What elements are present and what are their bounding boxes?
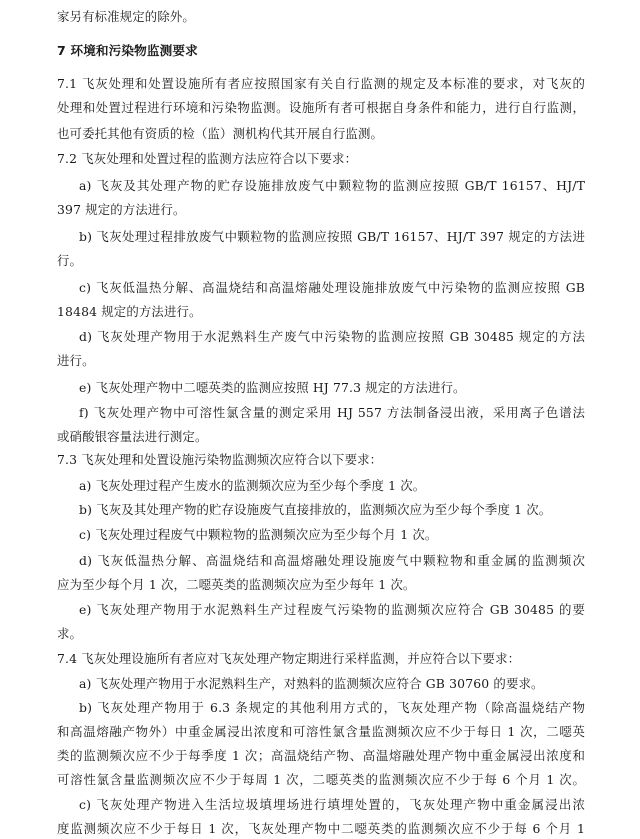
item-7-3-b-line-1: b) 飞灰及其处理产物的贮存设施废气直接排放的，监测频次应为至少每个季度 1 次。 (79, 502, 552, 517)
item-7-2-b-line-1: b) 飞灰处理过程排放废气中颗粒物的监测应按照 GB/T 16157、HJ/T 397 规定的方法进 (79, 229, 585, 244)
paragraph-7-1-line-3: 也可委托其他有资质的检（监）测机构代其开展自行监测。 (57, 126, 384, 141)
item-7-2-f-line-1: f) 飞灰处理产物中可溶性氯含量的测定采用 HJ 557 方法制备浸出液，采用离子色谱法 (79, 405, 585, 420)
item-7-4-b-line-3: 类的监测频次应不少于每季度 1 次；高温烧结产物、高温熔融处理产物中重金属浸出浓度和 (57, 748, 585, 763)
item-7-3-c-line-1: c) 飞灰处理过程废气中颗粒物的监测频次应为至少每个月 1 次。 (79, 527, 438, 542)
item-7-2-e-line-1: e) 飞灰处理产物中二噁英类的监测应按照 HJ 77.3 规定的方法进行。 (79, 380, 466, 395)
item-7-4-b-line-2: 和高温熔融产物外）中重金属浸出浓度和可溶性氯含量监测频次应不少于每日 1 次，二噁英 (57, 724, 585, 739)
item-7-2-b-line-2: 行。 (57, 253, 83, 268)
item-7-4-a-line-1: a) 飞灰处理产物用于水泥熟料生产，对熟料的监测频次应符合 GB 30760 的要求。 (79, 676, 544, 691)
item-7-3-e-line-1: e) 飞灰处理产物用于水泥熟料生产过程废气污染物的监测频次应符合 GB 30485 的要 (79, 602, 585, 617)
item-7-4-b-line-4: 可溶性氯含量监测频次应不少于每周 1 次，二噁英类的监测频次应不少于每 6 个月 1 次。 (57, 772, 585, 787)
item-7-2-c-line-2: 18484 规定的方法进行。 (57, 304, 202, 319)
item-7-3-d-line-1: d) 飞灰低温热分解、高温烧结和高温熔融处理设施废气中颗粒物和重金属的监测频次 (79, 553, 585, 568)
paragraph-7-1-line-2: 处理和处置过程进行环境和污染物监测。设施所有者可根据自身条件和能力，进行自行监测， (57, 100, 585, 115)
paragraph-7-4-line-1: 7.4 飞灰处理设施所有者应对飞灰处理产物定期进行采样监测，并应符合以下要求： (57, 651, 521, 666)
text-line-1: 家另有标准规定的除外。 (57, 9, 195, 24)
item-7-2-c-line-1: c) 飞灰低温热分解、高温烧结和高温熔融处理设施排放废气中污染物的监测应按照 GB (79, 280, 585, 295)
item-7-2-f-line-2: 或硝酸银容量法进行测定。 (57, 429, 208, 444)
item-7-3-e-line-2: 求。 (57, 626, 83, 641)
paragraph-7-2-line-1: 7.2 飞灰处理和处置过程的监测方法应符合以下要求： (57, 151, 358, 166)
item-7-2-d-line-1: d) 飞灰处理产物用于水泥熟料生产废气中污染物的监测应按照 GB 30485 规定的方法 (79, 329, 585, 344)
paragraph-7-1-line-1: 7.1 飞灰处理和处置设施所有者应按照国家有关自行监测的规定及本标准的要求，对飞灰的 (57, 76, 585, 91)
item-7-2-a-line-2: 397 规定的方法进行。 (57, 202, 186, 217)
item-7-4-b-line-1: b) 飞灰处理产物用于 6.3 条规定的其他利用方式的，飞灰处理产物（除高温烧结产物 (79, 700, 585, 715)
item-7-3-a-line-1: a) 飞灰处理过程产生废水的监测频次应为至少每个季度 1 次。 (79, 478, 426, 493)
item-7-4-c-line-2: 度监测频次应不少于每日 1 次，飞灰处理产物中二噁英类的监测频次应不少于每 6 个月 1 (57, 821, 585, 836)
section-heading-7: 7 环境和污染物监测要求 (57, 43, 198, 58)
paragraph-7-3-line-1: 7.3 飞灰处理和处置设施污染物监测频次应符合以下要求： (57, 452, 383, 467)
item-7-3-d-line-2: 应为至少每个月 1 次，二噁英类的监测频次应为至少每年 1 次。 (57, 577, 416, 592)
item-7-4-c-line-1: c) 飞灰处理产物进入生活垃圾填埋场进行填埋处置的，飞灰处理产物中重金属浸出浓 (79, 797, 585, 812)
item-7-2-a-line-1: a) 飞灰及其处理产物的贮存设施排放废气中颗粒物的监测应按照 GB/T 16157、HJ/T (79, 178, 585, 193)
item-7-2-d-line-2: 进行。 (57, 353, 95, 368)
